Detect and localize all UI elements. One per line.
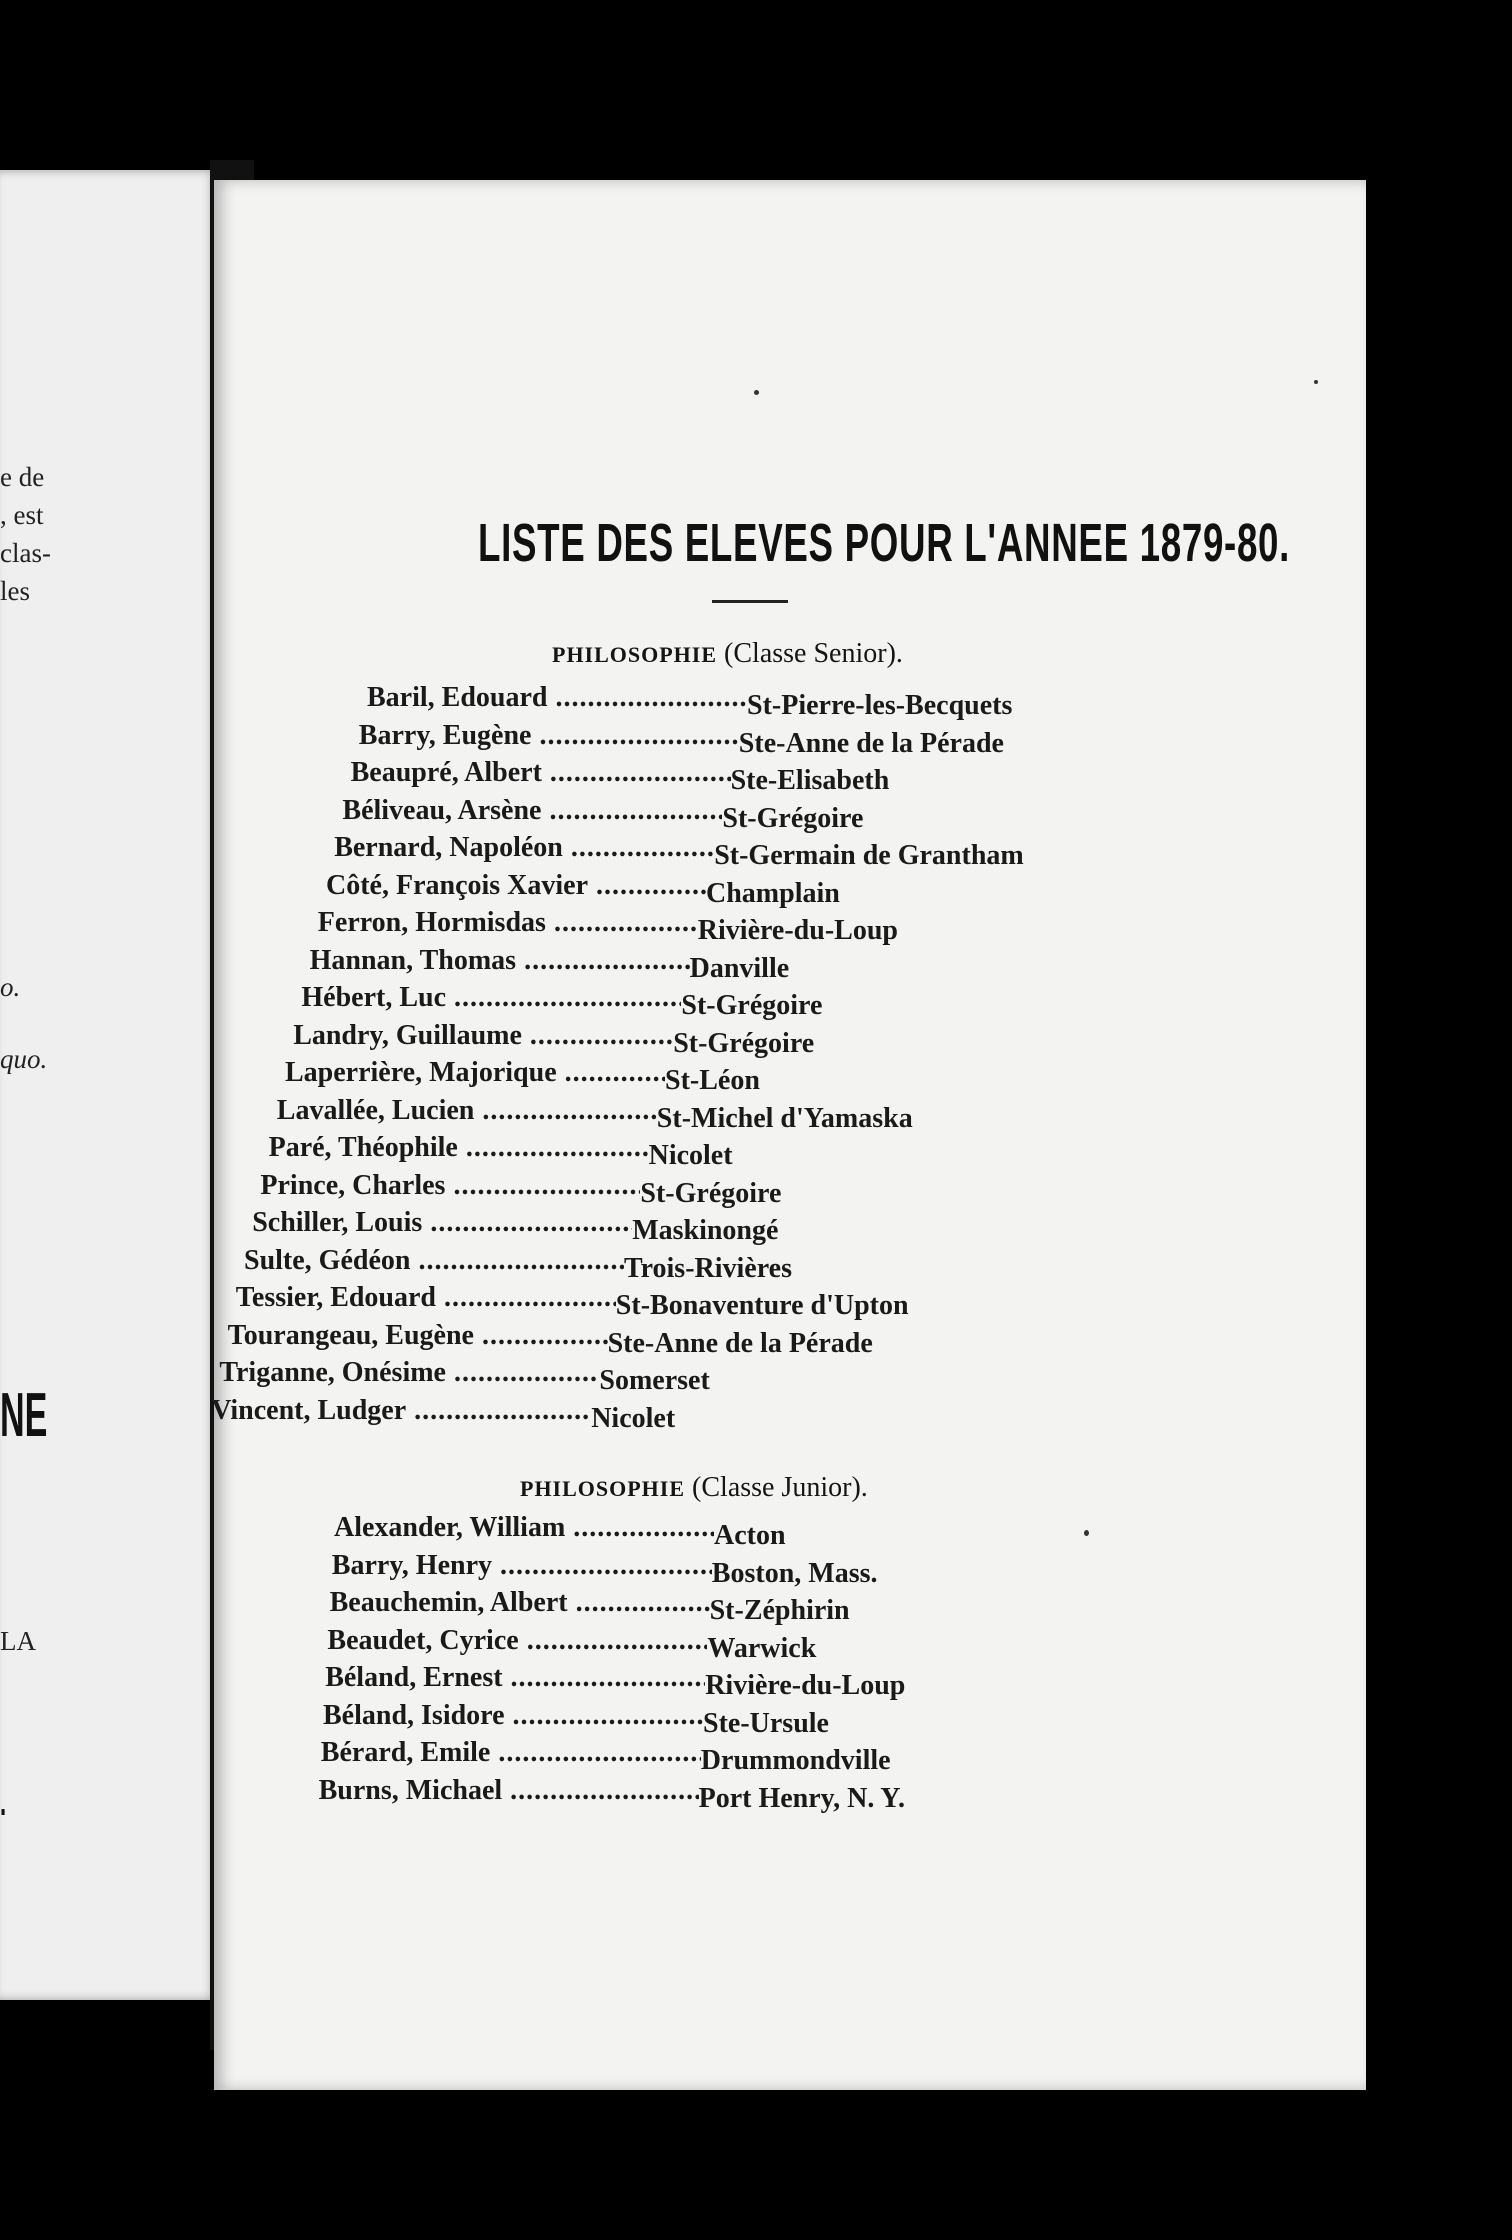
student-hometown: Trois-Rivières xyxy=(624,1252,792,1284)
left-page xyxy=(0,170,218,2000)
student-name: Laperrière, Majorique ..... xyxy=(285,1057,665,1089)
section-heading-class: PHILOSOPHIE xyxy=(520,1476,686,1501)
student-hometown: St-Grégoire xyxy=(722,802,864,834)
student-name: Béliveau, Arsène ..... xyxy=(342,795,722,827)
student-name: Baril, Edouard ..... xyxy=(367,682,747,714)
page-title: LISTE DES ELEVES POUR L'ANNEE 1879-80. xyxy=(478,513,1291,573)
section-heading xyxy=(520,1472,868,1504)
student-entry xyxy=(219,1357,709,1397)
student-entry xyxy=(367,682,1012,722)
student-hometown: St-Grégoire xyxy=(681,990,823,1021)
student-hometown: Rivière-du-Loup xyxy=(705,1670,906,1701)
student-name: Sulte, Gédéon ..... xyxy=(244,1245,624,1277)
student-hometown: Port Henry, N. Y. xyxy=(698,1782,905,1814)
speck xyxy=(754,390,759,395)
left-fragment: o. xyxy=(0,972,21,1002)
student-name: Béland, Ernest ..... xyxy=(325,1662,705,1694)
student-entry xyxy=(321,1737,891,1777)
student-hometown: Danville xyxy=(689,952,790,984)
student-hometown: Ste-Anne de la Pérade xyxy=(607,1327,873,1359)
speck xyxy=(1084,1530,1089,1536)
student-entry xyxy=(260,1170,781,1210)
student-entry xyxy=(236,1282,909,1322)
student-entry xyxy=(244,1245,792,1285)
student-hometown: Ste-Elisabeth xyxy=(730,765,890,796)
title-rule xyxy=(712,600,788,603)
student-name: Hannan, Thomas ..... xyxy=(310,945,690,977)
student-entry xyxy=(351,757,890,797)
student-name: Bérard, Emile ..... xyxy=(321,1737,701,1769)
student-hometown: Rivière-du-Loup xyxy=(697,915,898,946)
student-entry xyxy=(330,1587,850,1627)
student-name: Bernard, Napoléon ..... xyxy=(334,832,714,864)
student-entry xyxy=(342,795,863,835)
student-hometown: Maskinongé xyxy=(632,1215,779,1246)
student-entry xyxy=(319,1775,905,1815)
student-name: Triganne, Onésime ..... xyxy=(219,1357,599,1389)
student-name: Schiller, Louis ..... xyxy=(252,1207,632,1239)
student-entry xyxy=(359,720,1004,760)
student-entry xyxy=(252,1207,778,1247)
student-entry xyxy=(228,1320,873,1360)
student-name: Beaudet, Cyrice ..... xyxy=(327,1625,707,1657)
student-hometown: St-Michel d'Yamaska xyxy=(656,1102,913,1134)
student-hometown: Ste-Ursule xyxy=(703,1707,829,1739)
student-name: Beaupré, Albert ..... xyxy=(351,757,731,789)
student-hometown: Ste-Anne de la Pérade xyxy=(738,727,1004,759)
section-heading-subtitle: (Classe Junior). xyxy=(692,1472,868,1503)
student-hometown: St-Bonaventure d'Upton xyxy=(615,1290,909,1321)
student-entry xyxy=(332,1550,878,1590)
student-name: Alexander, William ..... xyxy=(334,1512,714,1544)
left-fragment: LA xyxy=(0,1626,36,1656)
student-entry xyxy=(269,1132,733,1172)
student-name: Landry, Guillaume ..... xyxy=(293,1020,673,1052)
section-heading xyxy=(552,638,903,670)
student-name: Lavallée, Lucien ..... xyxy=(277,1095,657,1127)
student-hometown: St-Germain de Grantham xyxy=(714,840,1024,871)
student-hometown: St-Zéphirin xyxy=(709,1595,850,1626)
student-name: Beauchemin, Albert ..... xyxy=(330,1587,710,1619)
student-hometown: Nicolet xyxy=(591,1402,676,1434)
student-entry xyxy=(277,1095,913,1135)
left-fragment: les xyxy=(0,576,30,606)
student-hometown: Champlain xyxy=(706,877,840,909)
student-name: Vincent, Ludger ..... xyxy=(211,1395,591,1427)
speck xyxy=(1314,380,1318,384)
left-fragment: . xyxy=(0,1780,7,1824)
left-fragment: quo. xyxy=(0,1044,48,1074)
student-entry xyxy=(293,1020,814,1060)
student-name: Prince, Charles ..... xyxy=(260,1170,640,1202)
student-entry xyxy=(334,832,1024,872)
student-entry xyxy=(318,907,898,947)
student-entry xyxy=(326,870,840,910)
student-entry xyxy=(325,1662,905,1702)
student-entry xyxy=(327,1625,816,1665)
student-name: Côté, François Xavier ..... xyxy=(326,870,706,902)
student-entry xyxy=(323,1700,829,1740)
student-entry xyxy=(334,1512,786,1552)
left-fragment: clas- xyxy=(0,538,51,568)
student-name: Paré, Théophile ..... xyxy=(269,1132,649,1164)
student-hometown: St-Léon xyxy=(665,1065,760,1096)
section-heading-subtitle: (Classe Senior). xyxy=(724,638,903,669)
student-hometown: St-Grégoire xyxy=(673,1027,815,1059)
student-name: Tessier, Edouard ..... xyxy=(236,1282,616,1314)
student-name: Béland, Isidore ..... xyxy=(323,1700,703,1732)
student-hometown: Acton xyxy=(714,1520,786,1551)
student-name: Ferron, Hormisdas ..... xyxy=(318,907,698,939)
student-hometown: St-Grégoire xyxy=(640,1177,782,1209)
student-hometown: Warwick xyxy=(707,1632,817,1664)
student-hometown: Nicolet xyxy=(648,1140,733,1171)
student-name: Barry, Henry ..... xyxy=(332,1550,712,1582)
student-entry xyxy=(301,982,822,1022)
section-heading-class: PHILOSOPHIE xyxy=(552,642,718,667)
student-name: Burns, Michael ..... xyxy=(319,1775,699,1807)
student-hometown: Drummondville xyxy=(700,1745,891,1776)
student-hometown: St-Pierre-les-Becquets xyxy=(747,690,1013,721)
student-name: Hébert, Luc ..... xyxy=(301,982,681,1014)
left-fragment: , est xyxy=(0,500,44,530)
student-hometown: Boston, Mass. xyxy=(711,1557,878,1589)
student-entry xyxy=(211,1395,675,1435)
student-hometown: Somerset xyxy=(599,1365,710,1396)
student-entry xyxy=(310,945,790,985)
student-name: Barry, Eugène ..... xyxy=(359,720,739,752)
student-name: Tourangeau, Eugène ..... xyxy=(228,1320,608,1352)
student-entry xyxy=(285,1057,760,1097)
left-fragment: e de xyxy=(0,462,45,492)
left-fragment: NE xyxy=(0,1381,48,1450)
